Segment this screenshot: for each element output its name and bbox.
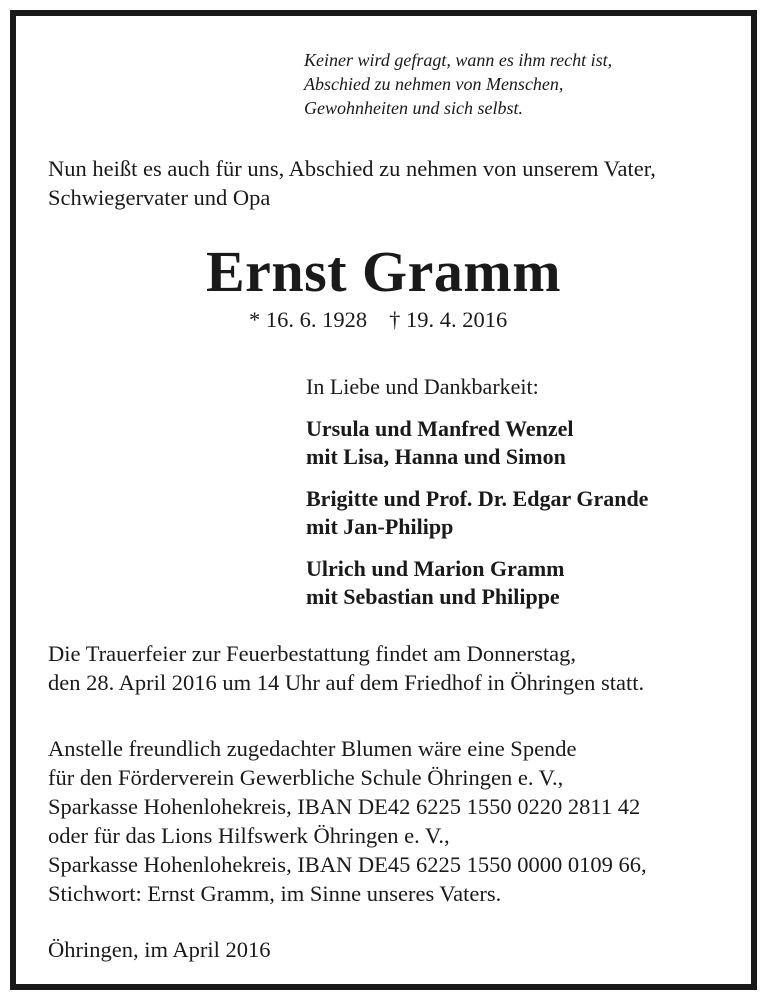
mourner-group	[306, 415, 648, 471]
donation-line: Sparkasse Hohenlohekreis, IBAN DE42 6225 1550 0220 2811 42	[48, 794, 641, 819]
mourners	[306, 373, 648, 611]
deceased-name: Ernst Gramm	[205, 239, 562, 304]
donation-line: Stichwort: Ernst Gramm, im Sinne unseres Vaters.	[48, 881, 502, 906]
mourner-group	[306, 555, 648, 611]
funeral-line: Die Trauerfeier zur Feuerbestattung findet am Donnerstag,	[48, 641, 576, 666]
birth-date: * 16. 6. 1928	[249, 307, 368, 332]
intro-text	[48, 154, 656, 212]
mourners-heading: In Liebe und Dankbarkeit:	[306, 374, 539, 399]
obituary-notice	[10, 10, 757, 990]
donation-line: Anstelle freundlich zugedachter Blumen wäre eine Spende	[48, 736, 577, 761]
life-dates	[249, 306, 507, 334]
mourner-line: mit Lisa, Hanna und Simon	[306, 444, 566, 469]
motto-quote	[304, 48, 612, 120]
donation-line: oder für das Lions Hilfswerk Öhringen e. V.,	[48, 823, 450, 848]
mourner-line: Ursula und Manfred Wenzel	[306, 416, 574, 441]
intro-line: Nun heißt es auch für uns, Abschied zu nehmen von unserem Vater,	[48, 156, 656, 181]
donation-info	[48, 734, 647, 908]
motto-line: Keiner wird gefragt, wann es ihm recht ist,	[304, 50, 613, 70]
mourner-line: Ulrich und Marion Gramm	[306, 556, 565, 581]
mourner-line: Brigitte und Prof. Dr. Edgar Grande	[306, 486, 649, 511]
motto-line: Abschied zu nehmen von Menschen,	[304, 74, 564, 94]
funeral-info	[48, 639, 644, 697]
mourner-line: mit Jan-Philipp	[306, 514, 454, 539]
place-and-date: Öhringen, im April 2016	[48, 937, 271, 962]
motto-line: Gewohnheiten und sich selbst.	[304, 98, 523, 118]
donation-line: für den Förderverein Gewerbliche Schule Öhringen e. V.,	[48, 765, 564, 790]
death-date: † 19. 4. 2016	[389, 307, 508, 332]
donation-line: Sparkasse Hohenlohekreis, IBAN DE45 6225 1550 0000 0109 66,	[48, 852, 647, 877]
mourner-line: mit Sebastian und Philippe	[306, 584, 560, 609]
funeral-line: den 28. April 2016 um 14 Uhr auf dem Friedhof in Öhringen statt.	[48, 670, 645, 695]
mourner-group	[306, 485, 648, 541]
intro-line: Schwiegervater und Opa	[48, 185, 271, 210]
